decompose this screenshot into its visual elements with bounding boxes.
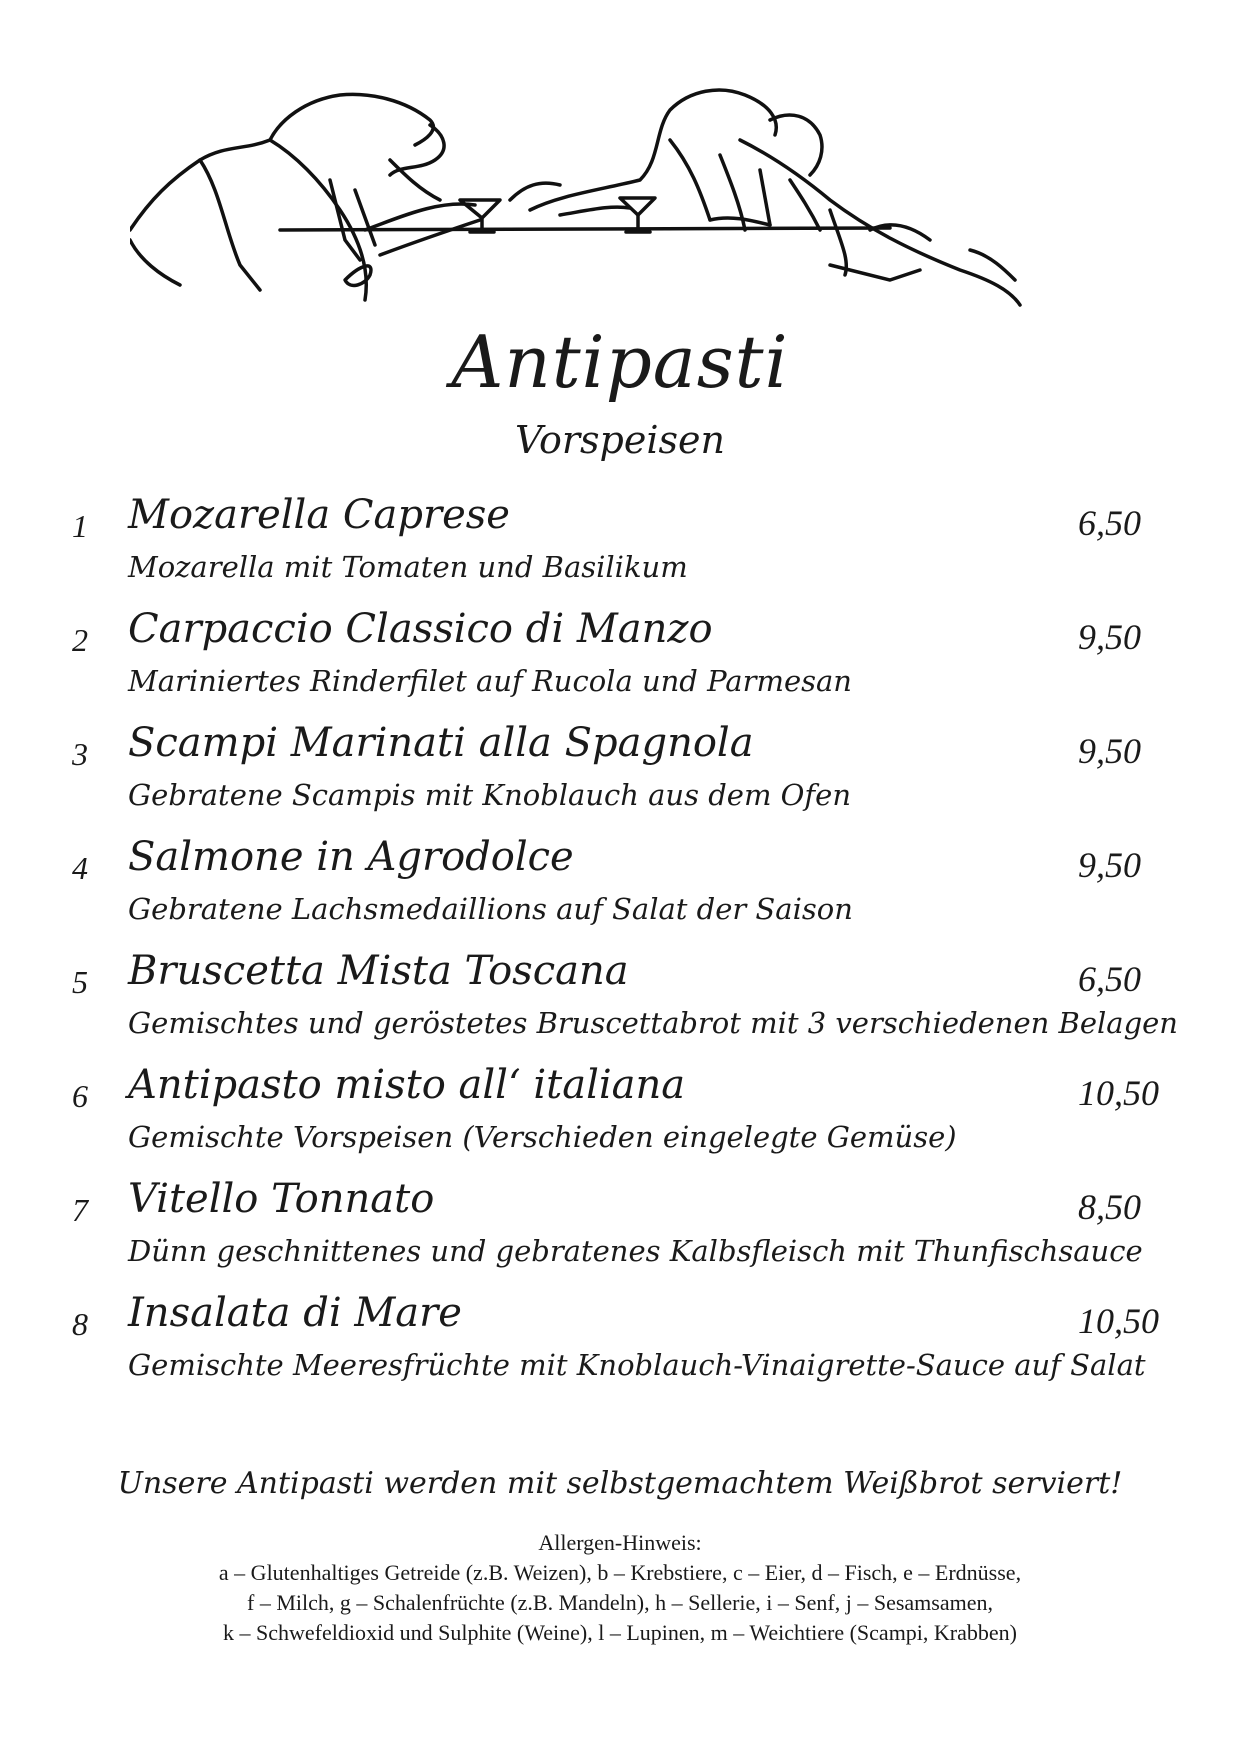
item-name: Insalata di Mare [128, 1290, 462, 1336]
item-name: Mozarella Caprese [128, 492, 510, 538]
item-description: Mozarella mit Tomaten und Basilikum [128, 550, 688, 584]
allergen-title: Allergen-Hinweis: [538, 1530, 702, 1555]
allergen-line: k – Schwefeldioxid und Sulphite (Weine), l – Lupinen, m – Weichtiere (Scampi, Krabben) [223, 1620, 1017, 1645]
item-number: 5 [72, 964, 88, 1000]
item-name: Salmone in Agrodolce [128, 834, 574, 880]
diners-toasting-sketch-icon [130, 80, 1030, 330]
item-number: 8 [72, 1306, 88, 1342]
menu-item [0, 1290, 1240, 1404]
item-description: Gemischte Meeresfrüchte mit Knoblauch-Vinaigrette-Sauce auf Salat [128, 1348, 1146, 1382]
item-price: 9,50 [1078, 731, 1141, 771]
item-name: Antipasto misto all‘ italiana [128, 1062, 686, 1108]
menu-item [0, 606, 1240, 720]
item-name: Carpaccio Classico di Manzo [128, 606, 713, 652]
allergen-notice [0, 1528, 1240, 1648]
item-number: 3 [72, 736, 88, 772]
menu-item [0, 948, 1240, 1062]
item-description: Dünn geschnittenes und gebratenes Kalbsfleisch mit Thunfischsauce [128, 1234, 1143, 1268]
item-price: 6,50 [1078, 503, 1141, 543]
menu-item [0, 720, 1240, 834]
item-description: Gebratene Scampis mit Knoblauch aus dem Ofen [128, 778, 852, 812]
item-number: 6 [72, 1078, 88, 1114]
item-price: 8,50 [1078, 1187, 1141, 1227]
menu-item [0, 1176, 1240, 1290]
allergen-line: a – Glutenhaltiges Getreide (z.B. Weizen), b – Krebstiere, c – Eier, d – Fisch, e – Erdnüsse, [218, 1560, 1022, 1585]
item-description: Gemischtes und geröstetes Bruscettabrot mit 3 verschiedenen Belagen [128, 1006, 1178, 1040]
menu-item [0, 834, 1240, 948]
item-number: 1 [72, 508, 88, 544]
menu-list [0, 492, 1240, 1404]
page-title: Antipasti [451, 320, 789, 404]
item-description: Mariniertes Rinderfilet auf Rucola und Parmesan [128, 664, 852, 698]
item-number: 2 [72, 622, 88, 658]
page-subtitle: Vorspeisen [515, 418, 725, 462]
item-name: Bruscetta Mista Toscana [128, 948, 629, 994]
item-name: Scampi Marinati alla Spagnola [128, 720, 754, 766]
bread-note: Unsere Antipasti werden mit selbstgemachtem Weißbrot serviert! [117, 1466, 1123, 1501]
item-price: 10,50 [1078, 1301, 1159, 1341]
item-number: 4 [72, 850, 88, 886]
item-price: 6,50 [1078, 959, 1141, 999]
item-price: 9,50 [1078, 845, 1141, 885]
menu-item [0, 1062, 1240, 1176]
item-price: 10,50 [1078, 1073, 1159, 1113]
menu-item [0, 492, 1240, 606]
item-name: Vitello Tonnato [128, 1176, 435, 1222]
item-description: Gebratene Lachsmedaillions auf Salat der Saison [128, 892, 853, 926]
item-description: Gemischte Vorspeisen (Verschieden eingelegte Gemüse) [128, 1120, 957, 1154]
allergen-line: f – Milch, g – Schalenfrüchte (z.B. Mandeln), h – Sellerie, i – Senf, j – Sesamsamen, [247, 1590, 993, 1615]
item-price: 9,50 [1078, 617, 1141, 657]
item-number: 7 [72, 1192, 88, 1228]
